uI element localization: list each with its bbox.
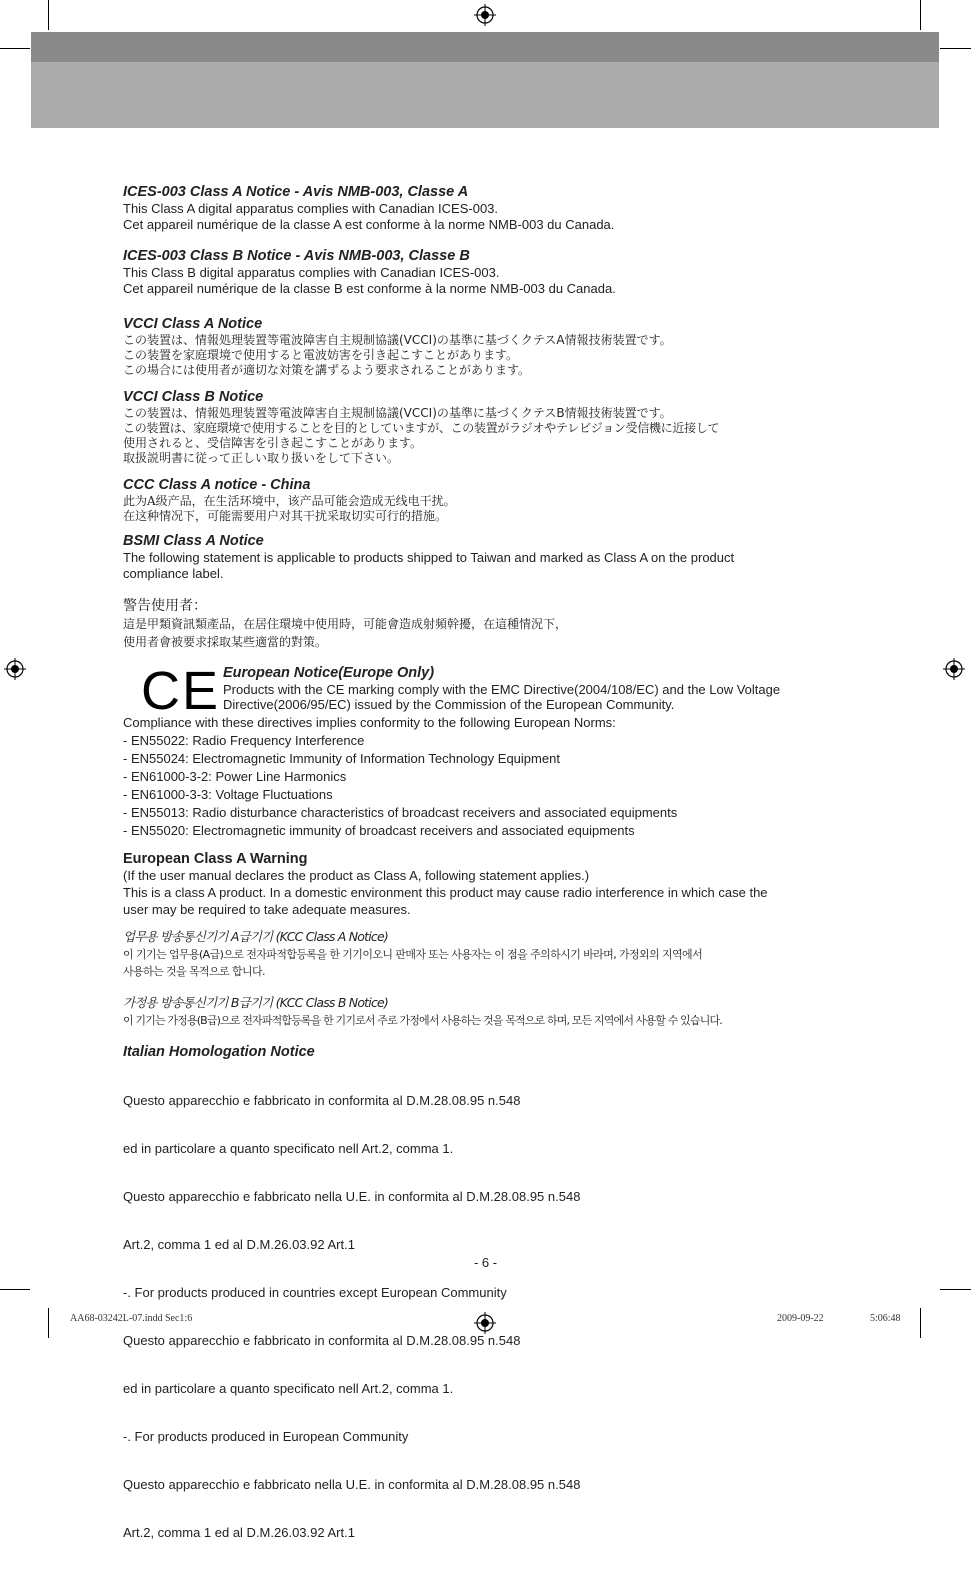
ices-a-title: ICES-003 Class A Notice - Avis NMB-003, Classe A [123,184,469,200]
header-band-light [31,62,939,128]
header-band-dark [31,32,939,62]
vcci-b-line: この装置は、情報処理装置等電波障害自主規制協議(VCCI)の基準に基づくクテスB情報技術装置です。 [123,406,672,420]
italian-title: Italian Homologation Notice [123,1044,315,1060]
crop-mark [48,1308,49,1338]
registration-mark-icon [474,4,496,26]
eu-class-a-line: (If the user manual declares the product as Class A, following statement applies.) [123,868,590,883]
list-item: - EN61000-3-2: Power Line Harmonics [123,769,347,784]
list-item: - EN55013: Radio disturbance characteristics of broadcast receivers and associated equipments [123,805,678,820]
vcci-a-title: VCCI Class A Notice [123,316,263,332]
vcci-b-line: 使用されると、受信障害を引き起こすことがあります。 [123,436,423,450]
vcci-a-line: この装置を家庭環境で使用すると電波妨害を引き起こすことがあります。 [123,348,519,362]
notices-content [123,184,843,1573]
bsmi-warning-title: 警告使用者： [123,598,207,614]
crop-mark [920,0,921,30]
list-item: - EN55024: Electromagnetic Immunity of Information Technology Equipment [123,751,560,766]
bsmi-line: The following statement is applicable to products shipped to Taiwan and marked as Class A on the product [123,550,735,565]
crop-mark [940,1289,971,1290]
italian-line: Questo apparecchio e fabbricato nella U.E. in conformita al D.M.28.08.95 n.548 [123,1477,581,1492]
italian-line: Art.2, comma 1 ed al D.M.26.03.92 Art.1 [123,1525,355,1540]
italian-line: Questo apparecchio e fabbricato nella U.E. in conformita al D.M.28.08.95 n.548 [123,1189,581,1204]
ices-b-line: This Class B digital apparatus complies with Canadian ICES-003. [123,265,500,280]
list-item: - EN55020: Electromagnetic immunity of broadcast receivers and associated equipments [123,823,635,838]
italian-lines [123,1061,843,1573]
slug-file: AA68-03242L-07.indd Sec1:6 [70,1313,193,1324]
bsmi-warning-line: 使用者會被要求採取某些適當的對策。 [123,635,328,649]
ices-a-line: Cet appareil numérique de la classe A est conforme à la norme NMB-003 du Canada. [123,217,615,232]
registration-mark-icon [4,658,26,680]
eu-class-a-line: user may be required to take adequate measures. [123,902,411,917]
europe-line: Products with the CE marking comply with the EMC Directive(2004/108/EC) and the Low Voltage [223,682,781,697]
italian-line: Art.2, comma 1 ed al D.M.26.03.92 Art.1 [123,1237,355,1252]
vcci-b-line: この装置は、家庭環境で使用することを目的としていますが、この装置がラジオやテレビジョン受信機に近接して [123,421,720,435]
kcc-b-line: 이 기기는 가정용(B급)으로 전자파적합등록을 한 기기로서 주로 가정에서 사용하는 것을 목적으로 하며, 모든 지역에서 사용할 수 있습니다. [123,1014,722,1027]
ce-mark-icon: CE [141,661,221,721]
italian-line: Questo apparecchio e fabbricato in conformita al D.M.28.08.95 n.548 [123,1333,521,1348]
bsmi-title: BSMI Class A Notice [123,533,264,549]
kcc-a-line: 사용하는 것을 목적으로 합니다. [123,965,265,978]
ices-a-line: This Class A digital apparatus complies with Canadian ICES-003. [123,201,499,216]
vcci-b-title: VCCI Class B Notice [123,389,264,405]
slug-date: 2009-09-22 [777,1313,824,1324]
crop-mark [920,1308,921,1338]
europe-norms-list [123,732,843,840]
registration-mark-icon [943,658,965,680]
italian-line: ed in particolare a quanto specificato nell Art.2, comma 1. [123,1141,454,1156]
bsmi-warning-line: 這是甲類資訊類產品，在居住環境中使用時，可能會造成射頻幹擾，在這種情況下， [123,617,568,631]
slug-time: 5:06:48 [870,1313,901,1324]
europe-notice-block [123,661,843,721]
europe-line: Directive(2006/95/EC) issued by the Commission of the European Community. [223,697,675,712]
crop-mark [48,0,49,30]
crop-mark [940,48,971,49]
kcc-b-title: 가정용 방송통신기기 B급기기 (KCC Class B Notice) [123,995,388,1010]
page-number: - 6 - [473,1255,498,1270]
ccc-line: 在这种情况下，可能需要用户对其干扰采取切实可行的措施。 [123,509,448,523]
italian-line: ed in particolare a quanto specificato nell Art.2, comma 1. [123,1381,454,1396]
vcci-a-line: この装置は、情報処理装置等電波障害自主規制協議(VCCI)の基準に基づくクテスA情報技術装置です。 [123,333,672,347]
eu-class-a-line: This is a class A product. In a domestic environment this product may cause radio interference in which case the [123,885,768,900]
italian-line: Questo apparecchio e fabbricato in conformita al D.M.28.08.95 n.548 [123,1093,521,1108]
italian-line: -. For products produced in European Community [123,1429,409,1444]
list-item: - EN55022: Radio Frequency Interference [123,733,365,748]
italian-line: -. For products produced in countries except European Community [123,1285,507,1300]
eu-class-a-title: European Class A Warning [123,851,308,867]
crop-mark [0,48,30,49]
ccc-line: 此为A级产品，在生活环境中，该产品可能会造成无线电干扰。 [123,494,456,508]
bsmi-line: compliance label. [123,566,224,581]
crop-mark [0,1289,30,1290]
ices-b-line: Cet appareil numérique de la classe B est conforme à la norme NMB-003 du Canada. [123,281,616,296]
kcc-a-title: 업무용 방송통신기기 A급기기 (KCC Class A Notice) [123,929,388,944]
vcci-b-line: 取扱説明書に従って正しい取り扱いをして下さい。 [123,451,400,465]
list-item: - EN61000-3-3: Voltage Fluctuations [123,787,333,802]
europe-intro: Compliance with these directives implies conformity to the following European Norms: [123,715,616,730]
kcc-a-line: 이 기기는 업무용(A급)으로 전자파적합등록을 한 기기이오니 판매자 또는 사용자는 이 점을 주의하시기 바라며, 가정외의 지역에서 [123,948,703,961]
europe-title: European Notice(Europe Only) [223,665,435,681]
ccc-title: CCC Class A notice - China [123,477,311,493]
vcci-a-line: この場合には使用者が適切な対策を講ずるよう要求されることがあります。 [123,363,531,377]
ices-b-title: ICES-003 Class B Notice - Avis NMB-003, Classe B [123,248,470,264]
